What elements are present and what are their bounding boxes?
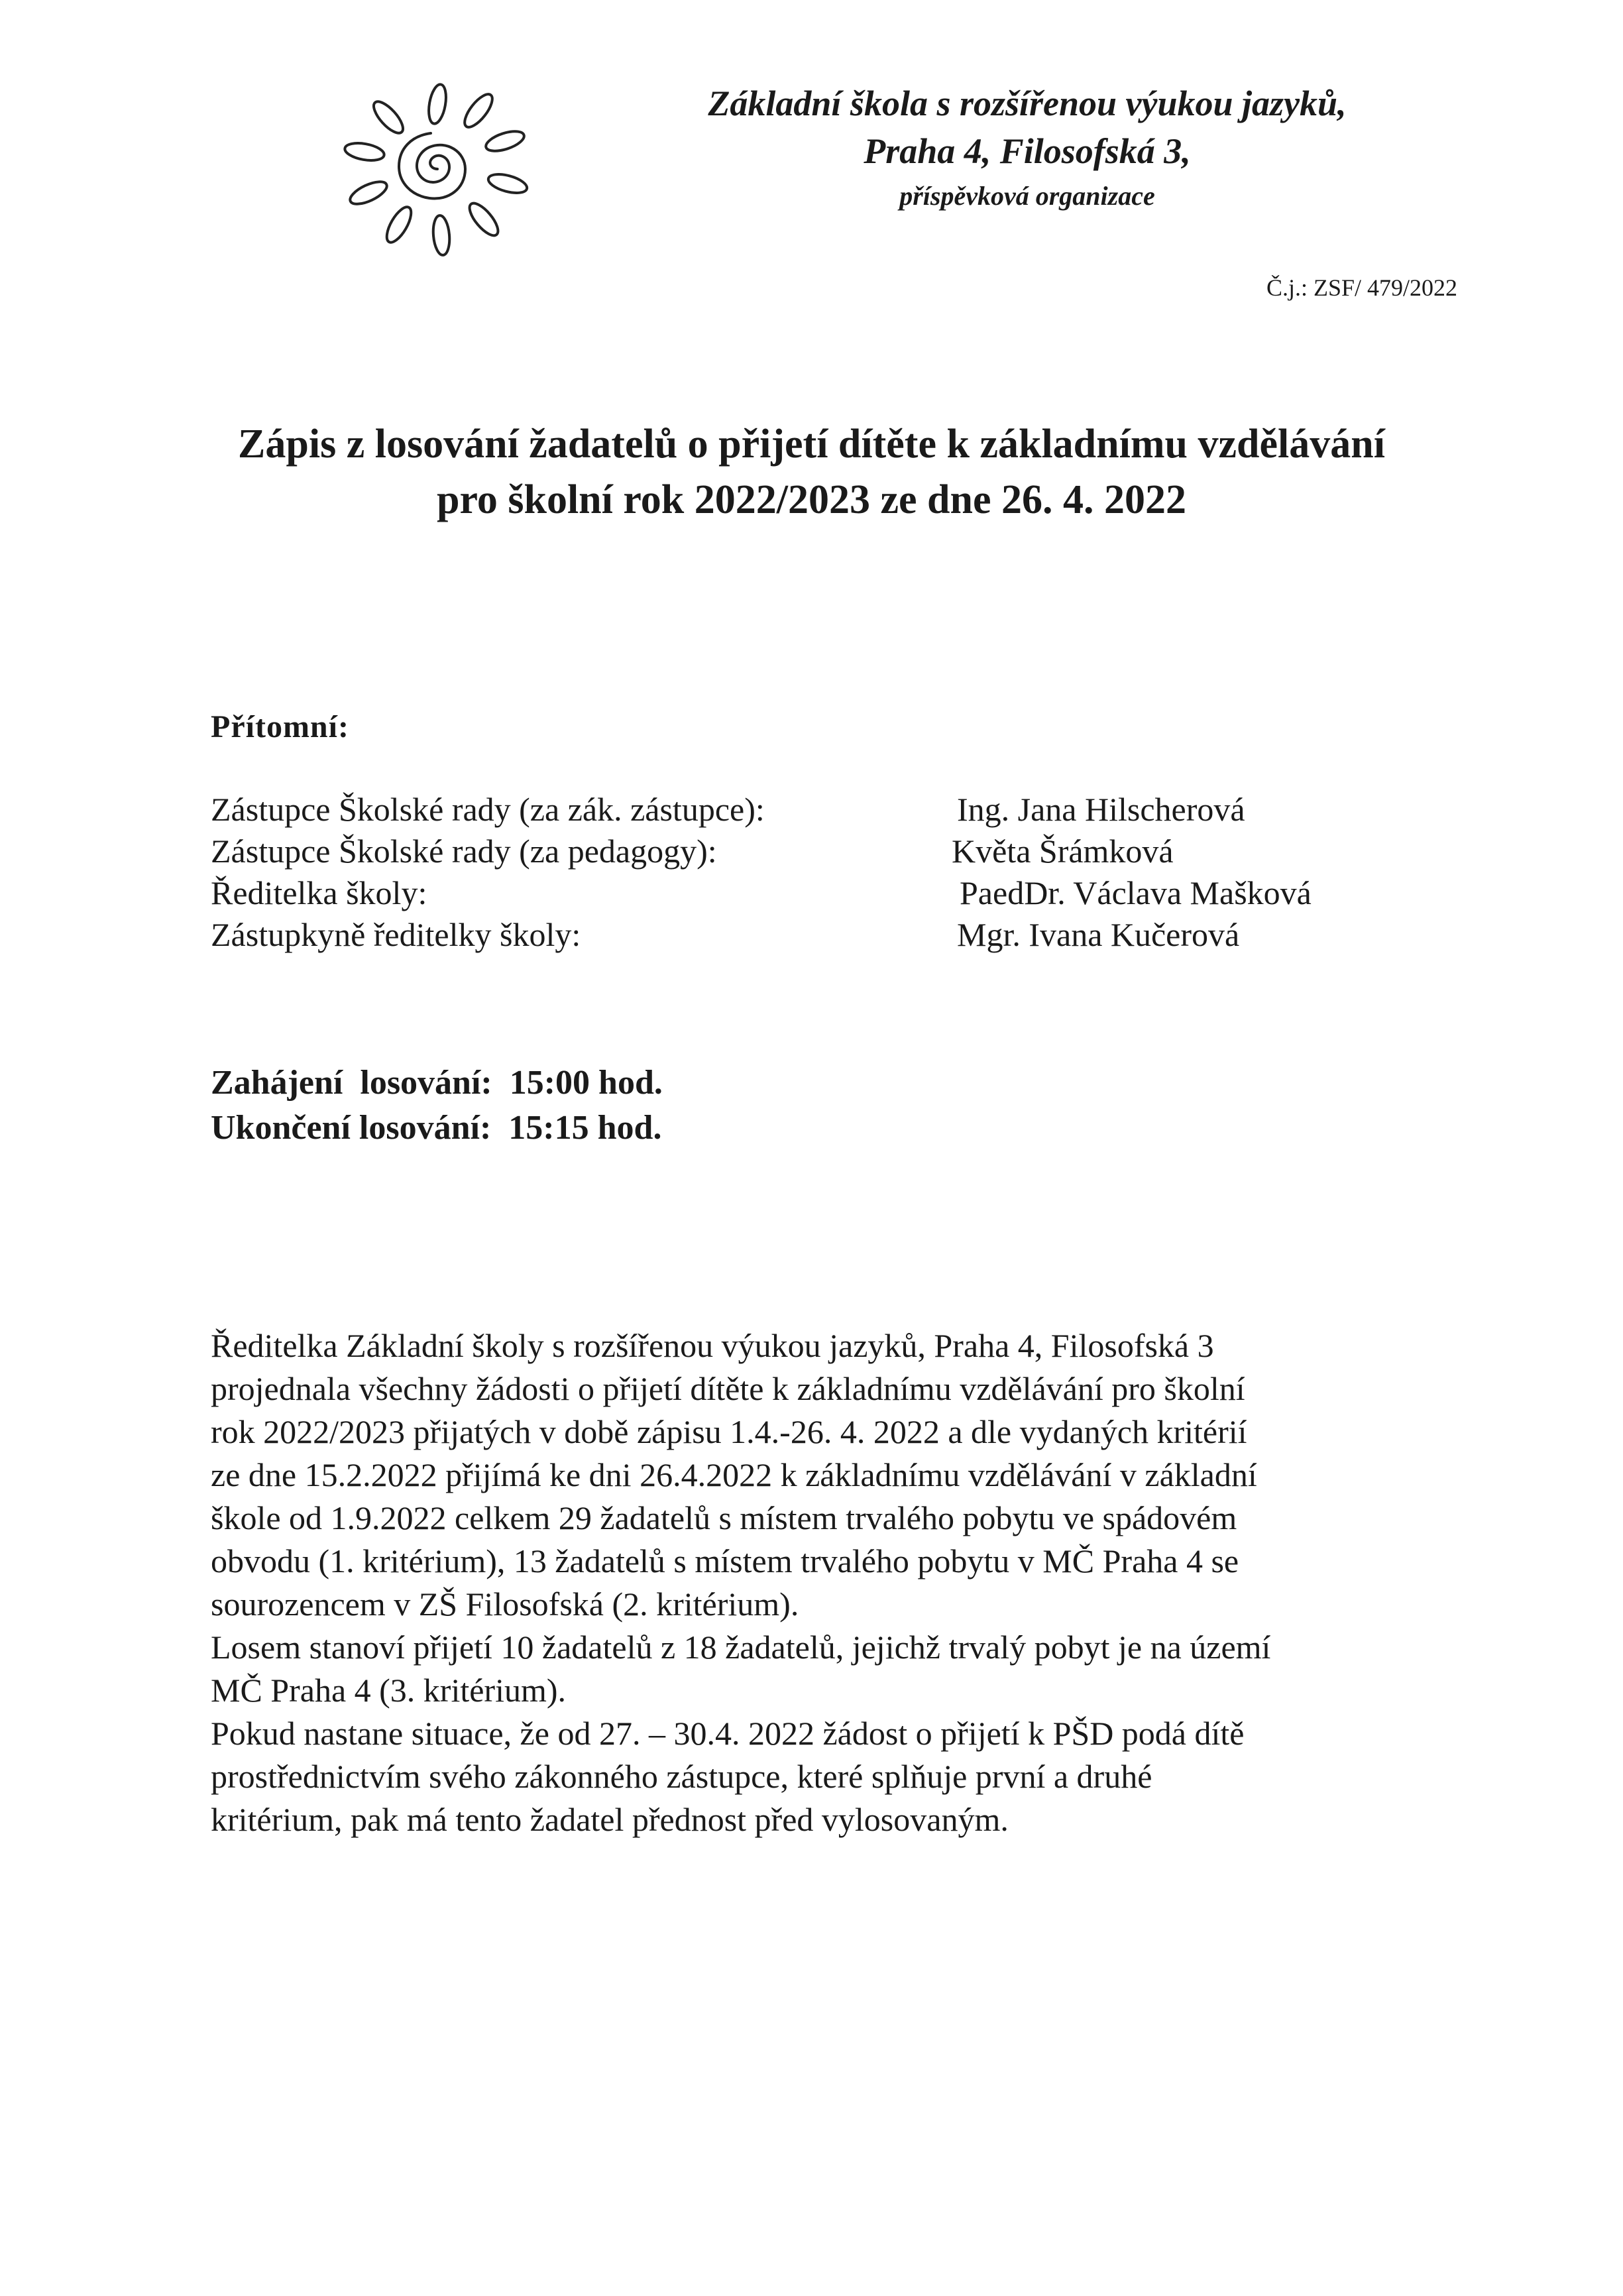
- body-paragraph-priority: Pokud nastane situace, že od 27. – 30.4. 2022 žádost o přijetí k PŠD podá dítě prostřednictvím svého zákonného zástupce, které splňuje první a druhé kritérium, pak má tento žadatel přednost před vylosovaným.: [211, 1715, 1245, 1838]
- attendee-row: [211, 914, 1470, 956]
- school-name: Základní škola s rozšířenou výukou jazyků,: [708, 84, 1347, 123]
- school-address: Praha 4, Filosofská 3,: [864, 131, 1191, 171]
- body-text: [211, 1324, 1470, 1841]
- reference-number: Č.j.: ZSF/ 479/2022: [1266, 274, 1457, 301]
- lottery-times: [211, 1061, 663, 1151]
- body-paragraph-lottery: Losem stanoví přijetí 10 žadatelů z 18 žadatelů, jejichž trvalý pobyt je na území MČ Praha 4 (3. kritérium).: [211, 1629, 1271, 1709]
- attendee-role: Ředitelka školy:: [211, 874, 427, 911]
- attendee-role: Zástupce Školské rady (za pedagogy):: [211, 832, 717, 870]
- document-title-line-2: pro školní rok 2022/2023 ze dne 26. 4. 2022: [436, 477, 1187, 522]
- attendee-role: Zástupce Školské rady (za zák. zástupce):: [211, 791, 765, 828]
- attendee-name: Ing. Jana Hilscherová: [957, 791, 1245, 828]
- attendees-list: [211, 789, 1470, 956]
- lottery-start: Zahájení losování: 15:00 hod.: [211, 1064, 663, 1102]
- document-title-line-1: Zápis z losování žadatelů o přijetí dítěte k základnímu vzdělávání: [238, 422, 1385, 467]
- body-paragraph-decision: Ředitelka Základní školy s rozšířenou výukou jazyků, Praha 4, Filosofská 3 projednala všechny žádosti o přijetí dítěte k základnímu vzdělávání pro školní rok 2022/2023 přijatých v době zápisu 1.4.-26. 4. 2022 a dle vydaných kritérií ze dne 15.2.2022 přijímá ke dni 26.4.2022 k základnímu vzdělávání v základní škole od 1.9.2022 celkem 29 žadatelů s místem trvalého pobytu ve spádovém obvodu (1. kritérium), 13 žadatelů s místem trvalého pobytu v MČ Praha 4 se sourozencem v ZŠ Filosofská (2. kritérium).: [211, 1327, 1257, 1623]
- attendee-name: PaedDr. Václava Mašková: [960, 874, 1312, 911]
- attendee-row: [211, 831, 1470, 872]
- attendee-name: Mgr. Ivana Kučerová: [957, 916, 1240, 953]
- attendee-row: [211, 872, 1470, 914]
- present-heading: Přítomní:: [211, 709, 349, 744]
- attendee-name: Květa Šrámková: [952, 832, 1174, 870]
- school-header: [596, 80, 1458, 216]
- school-type: příspěvková organizace: [899, 181, 1155, 211]
- attendee-role: Zástupkyně ředitelky školy:: [211, 916, 581, 953]
- lottery-end: Ukončení losování: 15:15 hod.: [211, 1109, 662, 1147]
- attendee-row: [211, 789, 1470, 831]
- sun-spiral-logo-icon: [325, 70, 550, 268]
- document-title: [133, 416, 1490, 528]
